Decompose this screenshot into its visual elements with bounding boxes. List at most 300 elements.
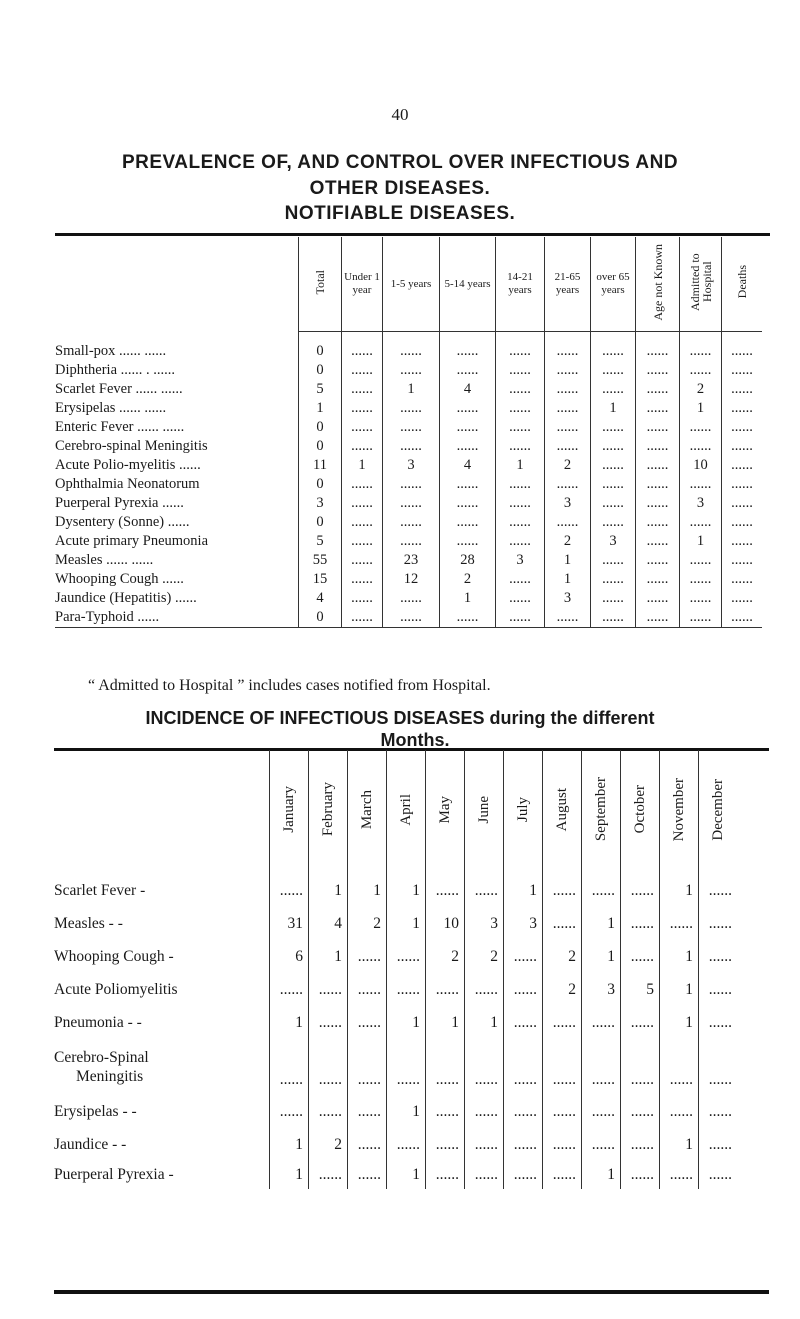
table-cell: ...... [545, 608, 591, 628]
table-cell: ...... [440, 437, 496, 456]
table-cell: ...... [636, 475, 680, 494]
table-cell: ...... [342, 570, 383, 589]
incidence-cell: ...... [504, 940, 543, 973]
table-cell: ...... [440, 494, 496, 513]
incidence-cell: 1 [582, 1161, 621, 1189]
table-row [55, 475, 762, 494]
row-label: Cerebro-spinal Meningitis [55, 438, 208, 454]
header-total: Total [299, 237, 342, 332]
incidence-cell: 3 [504, 907, 543, 940]
header-admitted-to-hospital: Admitted to Hospital [680, 237, 722, 332]
header-blank [55, 237, 299, 332]
incidence-row [54, 973, 737, 1006]
incidence-cell: ...... [504, 1039, 543, 1095]
table-cell: ...... [545, 513, 591, 532]
table-cell: ...... [722, 380, 763, 399]
table-cell: 2 [680, 380, 722, 399]
incidence-cell: ...... [699, 1128, 738, 1161]
incidence-row-label: Acute Poliomyelitis [54, 980, 178, 998]
table-cell: ...... [636, 399, 680, 418]
incidence-cell: ...... [543, 907, 582, 940]
table-cell: 0 [299, 608, 342, 628]
table-cell: ...... [383, 437, 440, 456]
incidence-cell: ...... [504, 1095, 543, 1128]
table-cell: ...... [722, 475, 763, 494]
table-cell: ...... [722, 570, 763, 589]
table-cell: 5 [299, 532, 342, 551]
table-row [55, 513, 762, 532]
table-cell: ...... [591, 570, 636, 589]
table-cell: ...... [636, 361, 680, 380]
table-cell: ...... [722, 494, 763, 513]
table-cell: 11 [299, 456, 342, 475]
table-cell: 3 [496, 551, 545, 570]
table-cell: ...... [680, 551, 722, 570]
table-row [55, 456, 762, 475]
table-cell: ...... [383, 494, 440, 513]
table-cell: ...... [545, 342, 591, 361]
incidence-row [54, 1161, 737, 1189]
table-row [55, 570, 762, 589]
incidence-cell: ...... [582, 1039, 621, 1095]
incidence-cell: ...... [348, 1095, 387, 1128]
incidence-cell: ...... [426, 973, 465, 1006]
incidence-cell: ...... [621, 1128, 660, 1161]
row-label: Diphtheria ...... . ...... [55, 362, 176, 378]
incidence-cell: ...... [504, 1128, 543, 1161]
table-cell: ...... [680, 589, 722, 608]
table-cell: 0 [299, 437, 342, 456]
table-cell: ...... [496, 532, 545, 551]
table-row [55, 589, 762, 608]
table-cell: ...... [342, 361, 383, 380]
incidence-cell: 10 [426, 907, 465, 940]
table-cell: ...... [440, 475, 496, 494]
table-spacer-row [55, 332, 762, 343]
table-cell: 3 [591, 532, 636, 551]
table-cell: ...... [680, 361, 722, 380]
incidence-cell: ...... [582, 874, 621, 907]
table-cell: ...... [496, 589, 545, 608]
table-cell: ...... [680, 608, 722, 628]
notifiable-diseases-table [55, 237, 762, 628]
table-cell: ...... [342, 399, 383, 418]
incidence-cell: 1 [309, 874, 348, 907]
table-cell: 0 [299, 418, 342, 437]
table-cell: ...... [342, 551, 383, 570]
incidence-cell: ...... [660, 1161, 699, 1189]
incidence-cell: 1 [426, 1006, 465, 1039]
table-cell: 4 [440, 456, 496, 475]
header-under-1: Under 1 year [342, 237, 383, 332]
row-label: Jaundice (Hepatitis) ...... [55, 590, 197, 606]
table-cell: ...... [636, 456, 680, 475]
incidence-cell: ...... [699, 1161, 738, 1189]
table-row [55, 437, 762, 456]
incidence-row-label: Scarlet Fever - [54, 881, 146, 899]
incidence-cell: ...... [309, 1039, 348, 1095]
table-cell: ...... [440, 513, 496, 532]
incidence-cell: 1 [582, 907, 621, 940]
incidence-cell: ...... [699, 1095, 738, 1128]
incidence-row [54, 874, 737, 907]
incidence-cell: 1 [387, 1161, 426, 1189]
main-title-line-1: PREVALENCE OF, AND CONTROL OVER INFECTIOUS AND [121, 152, 679, 173]
incidence-cell: ...... [543, 1161, 582, 1189]
table-cell: ...... [342, 437, 383, 456]
incidence-cell: ...... [543, 874, 582, 907]
incidence-cell: ...... [270, 973, 309, 1006]
incidence-header-row [54, 750, 737, 874]
row-label: Whooping Cough ...... [55, 571, 184, 587]
table-cell: 0 [299, 361, 342, 380]
month-header: March [348, 750, 387, 874]
row-label: Para-Typhoid ...... [55, 608, 299, 628]
row-label: Erysipelas ...... ...... [55, 400, 167, 416]
incidence-cell: 1 [270, 1006, 309, 1039]
table-cell: ...... [440, 399, 496, 418]
table-cell: ...... [636, 570, 680, 589]
row-label: Scarlet Fever ...... ...... [55, 381, 183, 397]
incidence-cell: ...... [348, 1128, 387, 1161]
incidence-row [54, 1006, 737, 1039]
table-cell: 10 [680, 456, 722, 475]
table-cell: 5 [299, 380, 342, 399]
month-header: May [426, 750, 465, 874]
incidence-cell: ...... [309, 1006, 348, 1039]
incidence-row [54, 1128, 737, 1161]
incidence-row [54, 1039, 737, 1095]
table-cell: 1 [496, 456, 545, 475]
table-cell: ...... [383, 399, 440, 418]
incidence-row [54, 1095, 737, 1128]
table-cell: ...... [722, 608, 763, 628]
section-title-notifiable: NOTIFIABLE DISEASES. [284, 203, 516, 224]
table-cell: ...... [383, 589, 440, 608]
row-label: Ophthalmia Neonatorum [55, 476, 200, 492]
table-cell: ...... [496, 570, 545, 589]
incidence-cell: ...... [504, 1006, 543, 1039]
table-cell: 1 [545, 570, 591, 589]
incidence-cell: 2 [543, 940, 582, 973]
incidence-cell: 1 [465, 1006, 504, 1039]
incidence-cell: ...... [426, 874, 465, 907]
table-cell: ...... [636, 513, 680, 532]
incidence-cell: 2 [348, 907, 387, 940]
incidence-cell: ...... [582, 1128, 621, 1161]
incidence-header-blank [54, 750, 270, 874]
table-cell: ...... [591, 418, 636, 437]
table-cell: ...... [496, 494, 545, 513]
incidence-cell: 1 [387, 1095, 426, 1128]
header-1-5: 1-5 years [383, 237, 440, 332]
table-cell: ...... [636, 342, 680, 361]
table-cell: ...... [680, 418, 722, 437]
incidence-cell: ...... [309, 1095, 348, 1128]
incidence-cell: 6 [270, 940, 309, 973]
header-age-not-known: Age not Known [636, 237, 680, 332]
table-cell: ...... [383, 532, 440, 551]
incidence-cell: 3 [465, 907, 504, 940]
incidence-cell: 1 [660, 1128, 699, 1161]
incidence-row-label: Erysipelas - - [54, 1102, 137, 1120]
incidence-cell: 3 [582, 973, 621, 1006]
incidence-cell: ...... [621, 940, 660, 973]
table-cell: ...... [680, 475, 722, 494]
incidence-cell: ...... [621, 1095, 660, 1128]
row-label: Dysentery (Sonne) ...... [55, 514, 190, 530]
table-cell: ...... [591, 456, 636, 475]
table-cell: ...... [496, 418, 545, 437]
table-top-rule [55, 233, 770, 236]
incidence-cell: ...... [582, 1006, 621, 1039]
incidence-cell: 1 [309, 940, 348, 973]
table-row [55, 399, 762, 418]
incidence-cell: ...... [699, 907, 738, 940]
table-cell: ...... [591, 437, 636, 456]
table-cell: ...... [383, 361, 440, 380]
incidence-cell: ...... [699, 1039, 738, 1095]
table-row [55, 532, 762, 551]
table-cell: ...... [383, 418, 440, 437]
table-cell: ...... [342, 589, 383, 608]
table-cell: ...... [342, 513, 383, 532]
table-cell: ...... [496, 513, 545, 532]
table-cell: 2 [545, 532, 591, 551]
table-cell: 1 [440, 589, 496, 608]
incidence-cell: ...... [465, 973, 504, 1006]
table-cell: ...... [545, 399, 591, 418]
incidence-cell: ...... [543, 1095, 582, 1128]
table-cell: ...... [636, 608, 680, 628]
incidence-title-line-2: Months. [380, 730, 450, 750]
table-cell: ...... [722, 551, 763, 570]
incidence-cell: 1 [387, 907, 426, 940]
incidence-table [54, 750, 737, 1189]
incidence-cell: ...... [621, 1006, 660, 1039]
incidence-cell: ...... [660, 1095, 699, 1128]
table-cell: ...... [342, 418, 383, 437]
table-cell: ...... [722, 342, 763, 361]
incidence-row [54, 940, 737, 973]
incidence-cell: ...... [270, 1039, 309, 1095]
incidence-row-label: Cerebro-Spinal Meningitis [54, 1049, 149, 1085]
incidence-cell: ...... [426, 1128, 465, 1161]
table-cell: ...... [545, 418, 591, 437]
table-cell: ...... [591, 589, 636, 608]
month-header: August [543, 750, 582, 874]
table-cell: ...... [722, 456, 763, 475]
month-header: April [387, 750, 426, 874]
table-cell: 2 [545, 456, 591, 475]
table-cell: ...... [440, 418, 496, 437]
table-cell: 0 [299, 342, 342, 361]
table-cell: ...... [636, 380, 680, 399]
table-cell: 2 [440, 570, 496, 589]
table-cell: 23 [383, 551, 440, 570]
table-cell: ...... [545, 361, 591, 380]
month-header: January [270, 750, 309, 874]
incidence-cell: 31 [270, 907, 309, 940]
table-cell: 1 [342, 456, 383, 475]
table-cell: 3 [383, 456, 440, 475]
row-label: Measles ...... ...... [55, 552, 154, 568]
table-cell: 1 [591, 399, 636, 418]
table-header-row [55, 237, 762, 332]
incidence-cell: ...... [348, 1006, 387, 1039]
row-label: Small-pox ...... ...... [55, 343, 167, 359]
table-cell: ...... [342, 494, 383, 513]
table-cell: ...... [496, 361, 545, 380]
month-header: October [621, 750, 660, 874]
table-row [55, 608, 762, 628]
table-row [55, 551, 762, 570]
table-cell: 4 [440, 380, 496, 399]
incidence-cell: ...... [426, 1039, 465, 1095]
table-cell: ...... [496, 380, 545, 399]
incidence-cell: ...... [660, 1039, 699, 1095]
incidence-cell: 2 [465, 940, 504, 973]
incidence-cell: ...... [660, 907, 699, 940]
row-label: Acute primary Pneumonia [55, 533, 209, 549]
header-14-21: 14-21 years [496, 237, 545, 332]
table-cell: 1 [383, 380, 440, 399]
table-cell: ...... [722, 532, 763, 551]
table-cell: ...... [636, 418, 680, 437]
table-cell: 28 [440, 551, 496, 570]
incidence-cell: ...... [543, 1039, 582, 1095]
table-cell: 3 [545, 589, 591, 608]
incidence-cell: ...... [270, 1095, 309, 1128]
table-cell: ...... [680, 570, 722, 589]
table-cell: 1 [299, 399, 342, 418]
incidence-cell: ...... [699, 1006, 738, 1039]
table-cell: ...... [342, 475, 383, 494]
month-header: July [504, 750, 543, 874]
incidence-cell: ...... [465, 1161, 504, 1189]
table-cell: ...... [636, 589, 680, 608]
incidence-cell: ...... [387, 973, 426, 1006]
incidence-cell: ...... [348, 973, 387, 1006]
header-over-65: over 65 years [591, 237, 636, 332]
incidence-cell: ...... [387, 1128, 426, 1161]
incidence-row-label: Whooping Cough - [54, 947, 174, 965]
table-cell: 1 [680, 532, 722, 551]
incidence-bottom-rule [54, 1290, 769, 1294]
table-cell: ...... [383, 342, 440, 361]
table-row [55, 342, 762, 361]
table-cell: ...... [545, 437, 591, 456]
header-21-65: 21-65 years [545, 237, 591, 332]
table-cell: 0 [299, 513, 342, 532]
table-cell: 15 [299, 570, 342, 589]
table-cell: ...... [342, 532, 383, 551]
header-5-14: 5-14 years [440, 237, 496, 332]
table-cell: ...... [545, 380, 591, 399]
table-cell: ...... [440, 608, 496, 628]
incidence-cell: ...... [348, 1161, 387, 1189]
incidence-cell: ...... [348, 940, 387, 973]
incidence-cell: 2 [426, 940, 465, 973]
table-cell: ...... [636, 551, 680, 570]
table-cell: ...... [496, 475, 545, 494]
table-cell: ...... [722, 418, 763, 437]
page-number: 40 [391, 105, 409, 124]
incidence-cell: 2 [309, 1128, 348, 1161]
table-cell: ...... [680, 437, 722, 456]
incidence-cell: ...... [504, 1161, 543, 1189]
table-cell: ...... [591, 494, 636, 513]
table-cell: ...... [680, 342, 722, 361]
incidence-row-label: Puerperal Pyrexia - [54, 1166, 174, 1183]
incidence-cell: 2 [543, 973, 582, 1006]
table-cell: ...... [440, 361, 496, 380]
table-cell: ...... [591, 513, 636, 532]
month-header: June [465, 750, 504, 874]
table-cell: ...... [636, 437, 680, 456]
table-cell: ...... [383, 608, 440, 628]
row-label: Acute Polio-myelitis ...... [55, 457, 201, 473]
table-cell: 1 [545, 551, 591, 570]
table-cell: ...... [722, 437, 763, 456]
table-cell: ...... [440, 532, 496, 551]
table-cell: ...... [591, 361, 636, 380]
footnote: “ Admitted to Hospital ” includes cases notified from Hospital. [88, 677, 491, 694]
table-cell: ...... [591, 551, 636, 570]
incidence-cell: ...... [621, 1161, 660, 1189]
table-cell: ...... [383, 513, 440, 532]
month-header: September [582, 750, 621, 874]
table-cell: ...... [383, 475, 440, 494]
table-cell: ...... [545, 475, 591, 494]
incidence-cell: 1 [348, 874, 387, 907]
incidence-cell: 1 [387, 874, 426, 907]
table-cell: ...... [591, 475, 636, 494]
incidence-cell: 1 [582, 940, 621, 973]
incidence-cell: ...... [465, 1039, 504, 1095]
table-cell: ...... [636, 532, 680, 551]
incidence-title-line-1: INCIDENCE OF INFECTIOUS DISEASES during the different [145, 708, 655, 728]
incidence-cell: 4 [309, 907, 348, 940]
table-cell: ...... [591, 608, 636, 628]
incidence-cell: 1 [387, 1006, 426, 1039]
incidence-row-label: Pneumonia - - [54, 1013, 142, 1031]
main-title-line-2: OTHER DISEASES. [309, 178, 491, 199]
incidence-cell: ...... [621, 1039, 660, 1095]
incidence-cell: ...... [699, 874, 738, 907]
row-label: Puerperal Pyrexia ...... [55, 495, 184, 511]
table-cell: ...... [722, 361, 763, 380]
incidence-cell: ...... [270, 874, 309, 907]
incidence-cell: ...... [582, 1095, 621, 1128]
incidence-row-label: Measles - - [54, 914, 123, 932]
incidence-cell: 1 [660, 1006, 699, 1039]
table-cell: 0 [299, 475, 342, 494]
incidence-cell: 1 [660, 973, 699, 1006]
table-cell: ...... [496, 399, 545, 418]
incidence-cell: ...... [543, 1006, 582, 1039]
month-header: December [699, 750, 738, 874]
table-row [55, 418, 762, 437]
table-cell: ...... [440, 342, 496, 361]
incidence-cell: 1 [270, 1128, 309, 1161]
table-cell: 4 [299, 589, 342, 608]
incidence-cell: 1 [504, 874, 543, 907]
table-cell: 12 [383, 570, 440, 589]
table-cell: 3 [299, 494, 342, 513]
incidence-row-label: Jaundice - - [54, 1135, 127, 1153]
table-cell: ...... [496, 342, 545, 361]
